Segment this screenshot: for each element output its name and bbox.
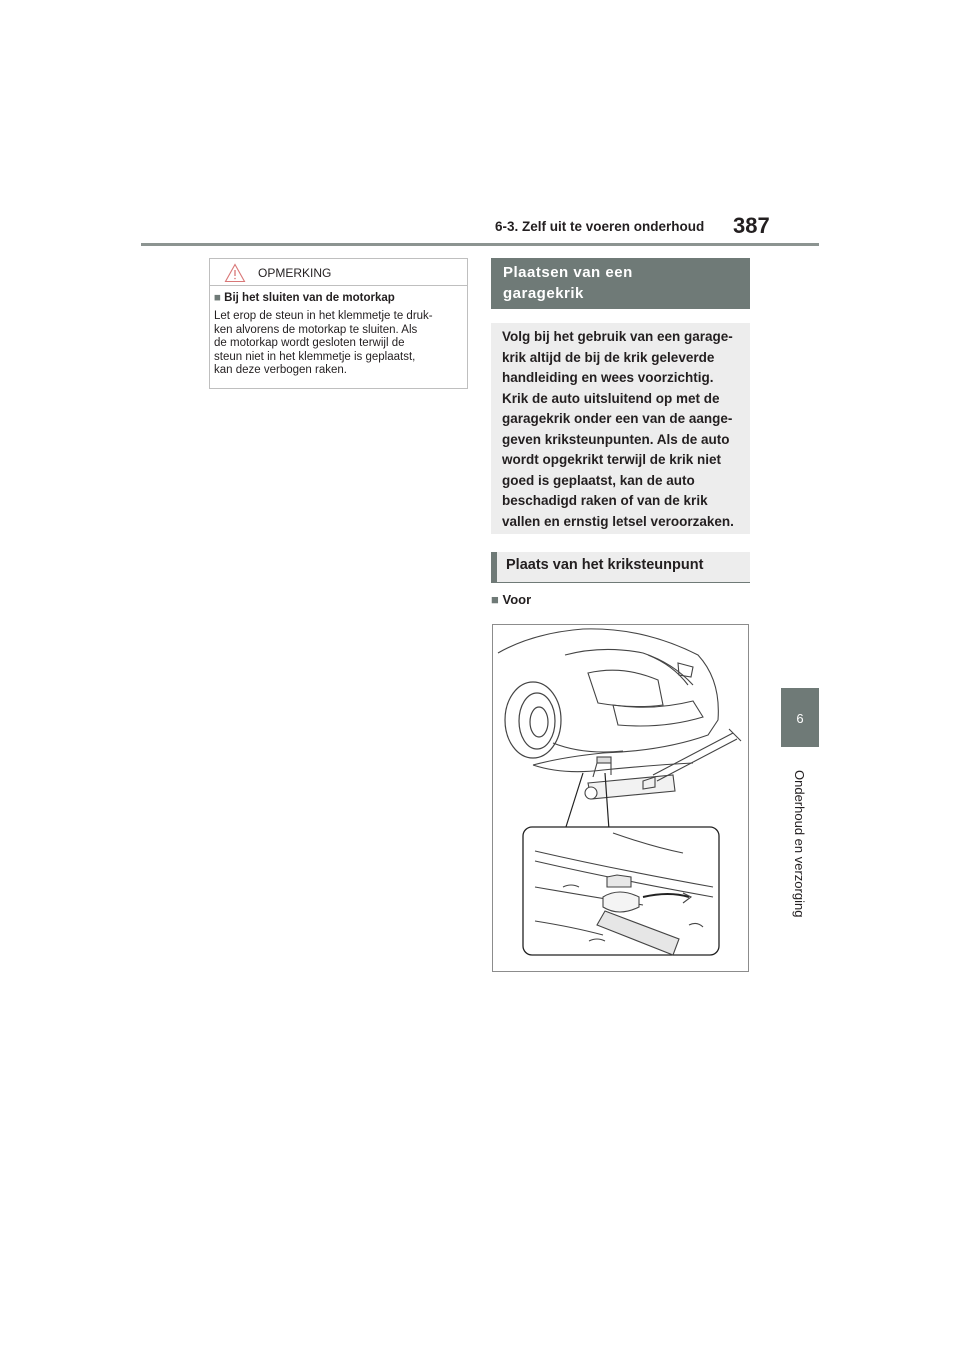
car-front-outline	[498, 629, 718, 772]
detail-callout-frame	[523, 827, 719, 955]
notice-title: OPMERKING	[258, 266, 332, 280]
section-title-garage-jack: Plaatsen van een garagekrik	[491, 258, 750, 309]
header-rule	[141, 243, 819, 246]
notice-body: Let erop de steun in het klemmetje te druk- ken alvorens de motorkap te sluiten. Als de motorkap wordt gesloten terwijl de steun niet in het klemmetje is geplaatst, kan deze verbogen raken.	[214, 310, 433, 376]
notice-subheading-text: Bij het sluiten van de motorkap	[224, 292, 395, 304]
section-title-jack-point: Plaats van het kriksteunpunt	[491, 552, 750, 582]
warning-triangle-icon	[224, 263, 246, 283]
chapter-title: Onderhoud en verzorging	[792, 770, 807, 918]
section-header: 6-3. Zelf uit te voeren onderhoud	[495, 219, 705, 234]
notice-header	[210, 259, 467, 286]
bullet-square: ■	[214, 292, 221, 304]
subheading-front-text: Voor	[502, 592, 532, 607]
garage-jack	[585, 729, 741, 799]
front-wheel	[505, 682, 561, 758]
page-number: 387	[733, 213, 770, 238]
subheading-front	[491, 592, 531, 607]
chapter-number: 6	[796, 711, 804, 726]
section-intro: Volg bij het gebruik van een garage- krik altijd de bij de krik geleverde handleiding en wees voorzichtig. Krik de auto uitsluitend op met de garagekrik onder een van de aange- geven kriksteunpunten. Als de auto wordt opgekrikt terwijl de krik niet goed is geplaatst, kan de auto beschadigd raken of van de krik vallen en ernstig letsel veroorzaken.	[491, 323, 750, 534]
jack-point-illustration	[492, 624, 749, 972]
chapter-title-vertical	[785, 770, 809, 970]
notice-box	[209, 258, 468, 389]
section-title-underline	[491, 582, 750, 583]
car-jack-drawing	[493, 625, 748, 971]
bullet-square: ■	[491, 592, 499, 607]
notice-subheading	[214, 292, 395, 304]
